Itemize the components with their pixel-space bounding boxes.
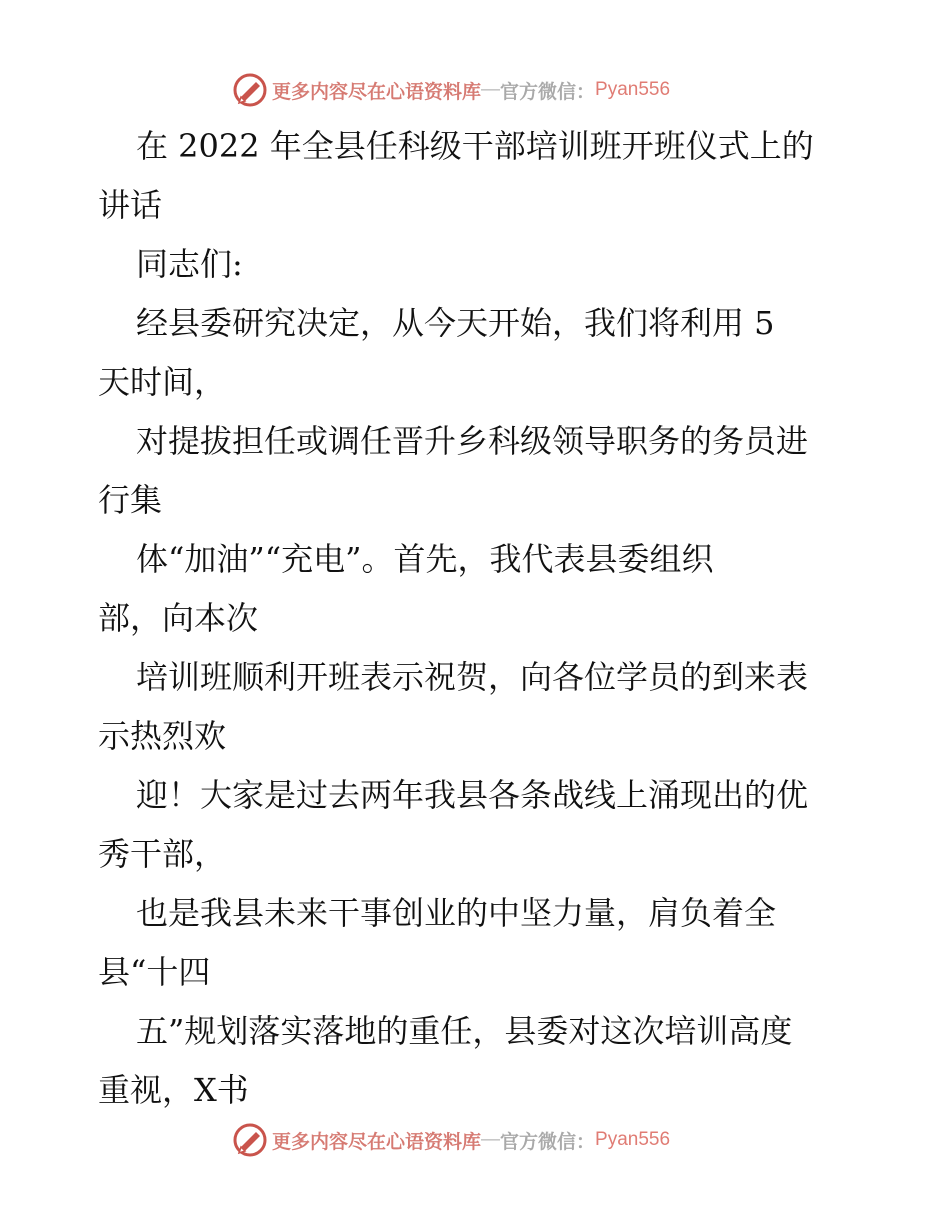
pen-logo-icon xyxy=(232,1122,268,1158)
salutation: 同志们: xyxy=(136,245,243,283)
paragraph-line: 迎！大家是过去两年我县各条战线上涌现出的优 xyxy=(136,776,809,814)
paragraph-line: 县“十四 xyxy=(98,953,211,991)
watermark-wechat-id: Pyan556 xyxy=(595,79,671,100)
pen-logo-icon xyxy=(232,72,268,108)
paragraph-line: 重视，X书 xyxy=(98,1071,249,1109)
paragraph-line: 部，向本次 xyxy=(98,599,259,637)
paragraph-line: 行集 xyxy=(98,481,163,519)
paragraph-line: 天时间， xyxy=(98,363,227,401)
paragraph-line: 对提拔担任或调任晋升乡科级领导职务的务员进 xyxy=(136,422,809,460)
watermark-main-text: 更多内容尽在心语资料库 xyxy=(272,1130,482,1153)
paragraph-line: 示热烈欢 xyxy=(98,717,227,755)
paragraph-line: 培训班顺利开班表示祝贺，向各位学员的到来表 xyxy=(136,658,809,696)
watermark-official-label: 官方微信： xyxy=(500,1130,596,1153)
title-line-2: 讲话 xyxy=(98,186,163,224)
paragraph-line: 秀干部， xyxy=(98,835,227,873)
paragraph-line: 体“加油”“充电”。首先，我代表县委组织 xyxy=(136,540,714,578)
title-line-1: 在 2022 年全县任科级干部培训班开班仪式上的 xyxy=(136,127,814,165)
paragraph-line: 经县委研究决定，从今天开始，我们将利用 5 xyxy=(136,304,775,342)
watermark-wechat-id: Pyan556 xyxy=(595,1129,671,1150)
watermark-main-text: 更多内容尽在心语资料库 xyxy=(272,80,482,103)
paragraph-line: 五”规划落实落地的重任，县委对这次培训高度 xyxy=(136,1012,793,1050)
watermark-official-label: 官方微信： xyxy=(500,80,596,103)
footer-watermark xyxy=(232,1122,670,1158)
paragraph-line: 也是我县未来干事创业的中坚力量，肩负着全 xyxy=(136,894,777,932)
watermark-separator: — xyxy=(481,79,501,100)
header-watermark xyxy=(232,72,670,108)
watermark-separator: — xyxy=(481,1129,501,1150)
